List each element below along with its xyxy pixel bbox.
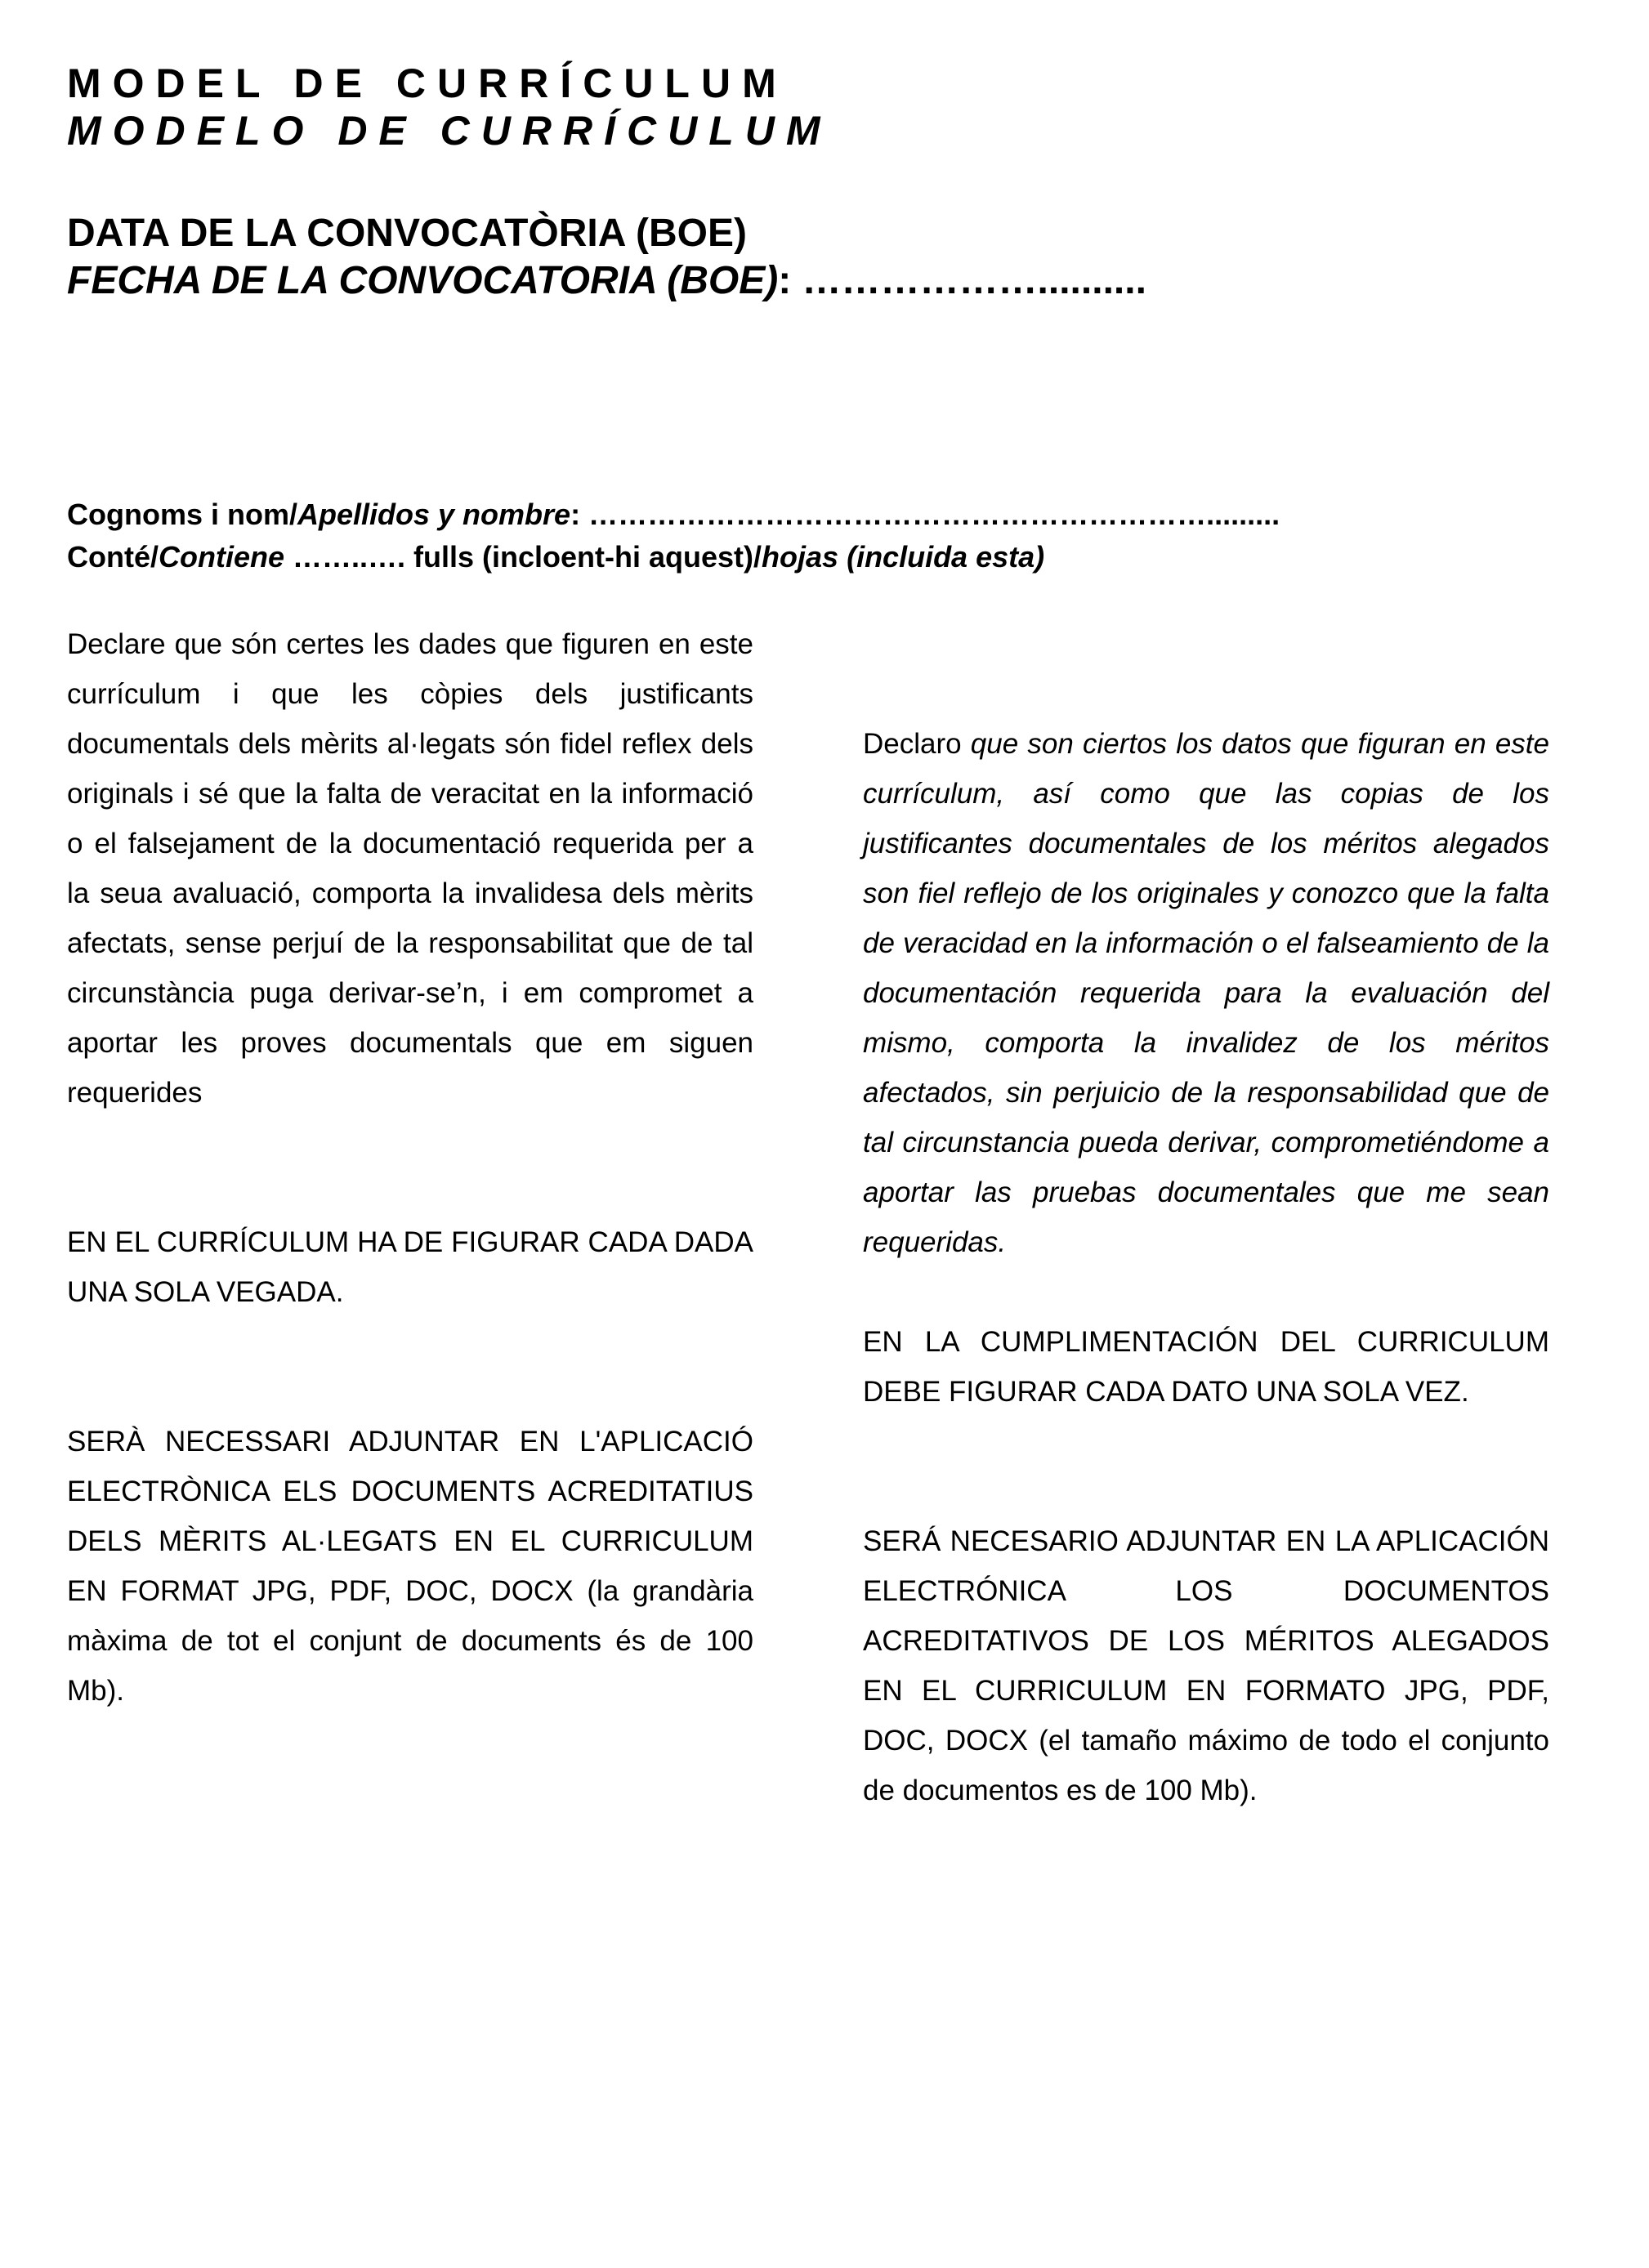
name-blank: ……………………………………………………….........: [588, 498, 1280, 531]
title-catalan: MODEL DE CURRÍCULUM: [67, 60, 788, 106]
convocatoria-spanish-label: FECHA DE LA CONVOCATORIA (BOE): [67, 259, 779, 302]
notice-attach-catalan: SERÀ NECESSARI ADJUNTAR EN L'APLICACIÓ ELECTRÒNICA ELS DOCUMENTS ACREDITATIUS DELS MÈRITS AL·LEGATS EN EL CURRICULUM EN FORMAT JPG, PDF, DOC, DOCX (la grandària màxima de tot el conjunt de documents és de 100 Mb).: [67, 1426, 753, 1707]
name-label-spanish: Apellidos y nombre: [297, 498, 571, 531]
declaration-spanish-body: que son ciertos los datos que figuran en este currículum, así como que las copias de los justificantes documentales de los méritos alegados son fiel reflejo de los originales y conozco que la falta de veracidad en la información o el falseamiento de la documentación requerida para la evaluación del mismo, comporta la invalidez de los méritos afectados, sin perjuicio de la responsabilidad que de tal circunstancia pueda derivar, comprometiéndome a aportar las pruebas documentales que me sean requeridas.: [863, 728, 1549, 1258]
notice-once-spanish: EN LA CUMPLIMENTACIÓN DEL CURRICULUM DEBE FIGURAR CADA DATO UNA SOLA VEZ.: [863, 1326, 1549, 1408]
name-field-line: [67, 493, 1280, 536]
notice-once-catalan: EN EL CURRÍCULUM HA DE FIGURAR CADA DADA UNA SOLA VEGADA.: [67, 1226, 753, 1308]
pages-text-catalan: fulls (incloent-hi aquest)/: [413, 540, 762, 574]
declaration-spanish: [863, 719, 1549, 1267]
pages-label-catalan: Conté/: [67, 540, 159, 574]
pages-blank: ……..….: [284, 540, 414, 574]
convocatoria-heading-catalan: DATA DE LA CONVOCATÒRIA (BOE): [67, 212, 747, 255]
convocatoria-heading-spanish: [67, 257, 1146, 306]
declaration-spanish-lead: Declaro: [863, 728, 962, 760]
convocatoria-separator: :: [778, 259, 802, 302]
declaration-catalan: Declare que són certes les dades que figuren en este currículum i que les còpies dels justificants documentals dels mèrits al·legats són fidel reflex dels originals i sé que la falta de veracitat en la informació o el falsejament de la documentació requerida per a la seua avaluació, comporta la invalidesa dels mèrits afectats, sense perjuí de la responsabilitat que de tal circunstància puga derivar-se’n, i em compromet a aportar les proves documentals que em siguen requerides: [67, 628, 753, 1109]
pages-text-spanish: hojas (incluida esta): [762, 540, 1045, 574]
notice-attach-spanish: SERÁ NECESARIO ADJUNTAR EN LA APLICACIÓN ELECTRÓNICA LOS DOCUMENTOS ACREDITATIVOS DE LOS MÉRITOS ALEGADOS EN EL CURRICULUM EN FORMATO JPG, PDF, DOC, DOCX (el tamaño máximo de todo el conjunto de documentos es de 100 Mb).: [863, 1525, 1549, 1806]
convocatoria-date-blank: ………………..........: [802, 259, 1146, 302]
pages-field-line: [67, 536, 1044, 578]
pages-label-spanish: Contiene: [159, 540, 285, 574]
title-spanish: MODELO DE CURRÍCULUM: [67, 108, 832, 154]
name-colon: :: [570, 498, 589, 531]
name-label-catalan: Cognoms i nom/: [67, 498, 297, 531]
